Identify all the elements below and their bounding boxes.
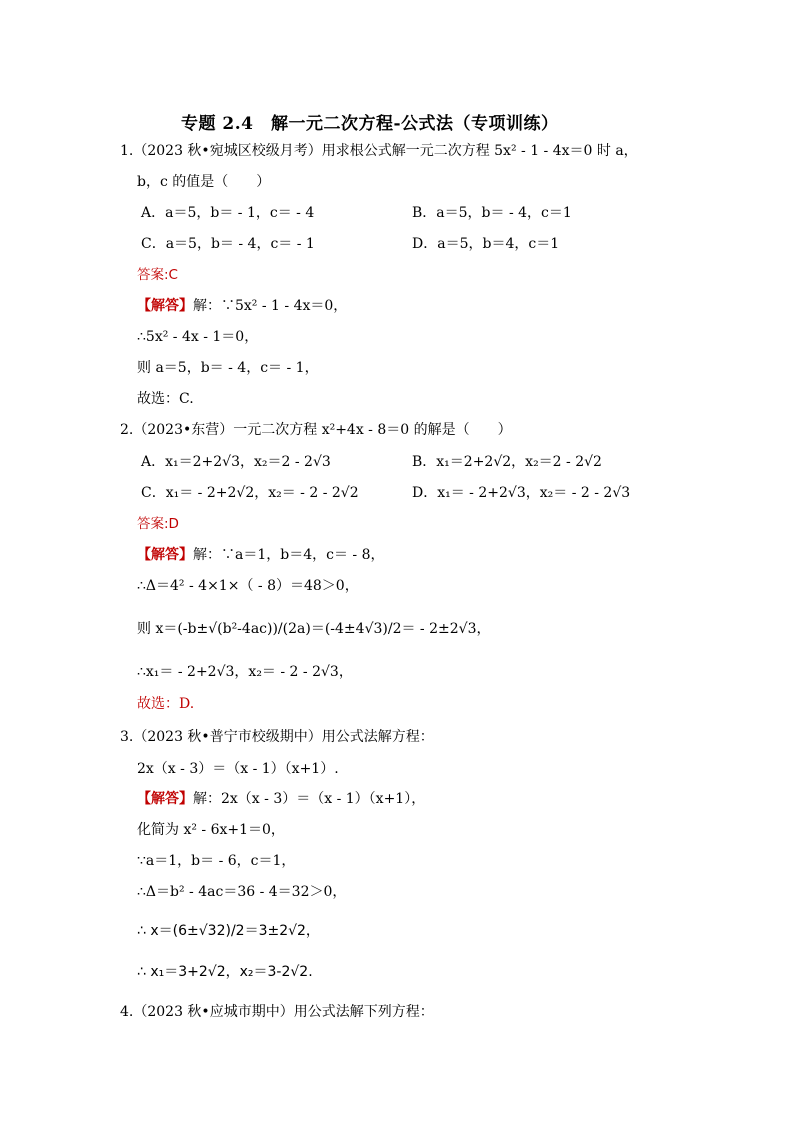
q1-solution-text1: 解：∵5x² - 1 - 4x＝0， bbox=[193, 298, 348, 314]
q2-solution-line5: 故选：D. bbox=[137, 696, 195, 712]
page-title: 专题 2.4 解一元二次方程-公式法（专项训练） bbox=[181, 114, 559, 134]
q2-option-a: A．x₁＝2+2√3，x₂＝2 - 2√3 bbox=[141, 454, 331, 470]
q1-stem-line2: b，c 的值是（ ） bbox=[137, 174, 271, 190]
q3-solution-line4: ∴Δ＝b² - 4ac＝36 - 4＝32＞0， bbox=[137, 884, 347, 900]
q3-solution-line1 bbox=[137, 789, 425, 809]
q1-solution-tag: 【解答】 bbox=[137, 298, 193, 314]
q2-option-d: D．x₁＝ - 2+2√3，x₂＝ - 2 - 2√3 bbox=[412, 485, 631, 501]
q2-stem: 2.（2023•东营）一元二次方程 x²+4x - 8＝0 的解是（ ） bbox=[120, 422, 512, 438]
q3-stem-line2: 2x（x - 3）＝（x - 1）（x+1）. bbox=[137, 761, 339, 777]
q2-solution-line1 bbox=[137, 545, 385, 565]
q2-solution-tag: 【解答】 bbox=[137, 547, 193, 563]
q1-option-d: D．a＝5，b＝4，c＝1 bbox=[412, 236, 560, 252]
q3-solution-line6: ∴ x₁＝3+2√2，x₂＝3-2√2. bbox=[137, 964, 313, 980]
q3-solution-text1: 解：2x（x - 3）＝（x - 1）（x+1）， bbox=[193, 791, 426, 807]
q2-solution-text1: 解：∵a＝1，b＝4，c＝ - 8， bbox=[193, 547, 385, 563]
q1-solution-line3: 则 a＝5，b＝ - 4，c＝ - 1， bbox=[137, 360, 319, 376]
q1-answer: 答案:C bbox=[137, 267, 178, 283]
q3-solution-tag: 【解答】 bbox=[137, 791, 193, 807]
q1-solution-line4: 故选：C. bbox=[137, 391, 194, 407]
q1-stem-line1: 1.（2023 秋•宛城区校级月考）用求根公式解一元二次方程 5x² - 1 - 4x＝0 时 a， bbox=[120, 143, 638, 159]
q2-option-b: B．x₁＝2+2√2，x₂＝2 - 2√2 bbox=[412, 454, 602, 470]
q3-solution-line2: 化简为 x² - 6x+1＝0， bbox=[137, 822, 285, 838]
q3-solution-line5: ∴ x＝(6±√32)/2＝3±2√2， bbox=[137, 923, 320, 939]
q2-answer: 答案:D bbox=[137, 516, 179, 532]
q4-stem: 4.（2023 秋•应城市期中）用公式法解下列方程： bbox=[120, 1004, 434, 1020]
q1-option-a: A．a＝5，b＝ - 1，c＝ - 4 bbox=[141, 205, 315, 221]
q2-solution-line4: ∴x₁＝ - 2+2√3，x₂＝ - 2 - 2√3， bbox=[137, 664, 353, 680]
q2-solution-line2: ∴Δ＝4² - 4×1×（ - 8）＝48＞0， bbox=[137, 578, 359, 594]
q1-solution-line2: ∴5x² - 4x - 1＝0， bbox=[137, 329, 259, 345]
q2-solution-line3: 则 x＝(-b±√(b²-4ac))/(2a)＝(-4±4√3)/2＝ - 2±2√3， bbox=[137, 621, 491, 637]
q1-option-b: B．a＝5，b＝ - 4，c＝1 bbox=[412, 205, 572, 221]
q1-option-c: C．a＝5，b＝ - 4，c＝ - 1 bbox=[141, 236, 315, 252]
q1-solution-line1 bbox=[137, 296, 347, 316]
q2-option-c: C．x₁＝ - 2+2√2，x₂＝ - 2 - 2√2 bbox=[141, 485, 359, 501]
q3-solution-line3: ∵a＝1，b＝ - 6，c＝1， bbox=[137, 853, 296, 869]
q3-stem-line1: 3.（2023 秋•普宁市校级期中）用公式法解方程： bbox=[120, 729, 434, 745]
